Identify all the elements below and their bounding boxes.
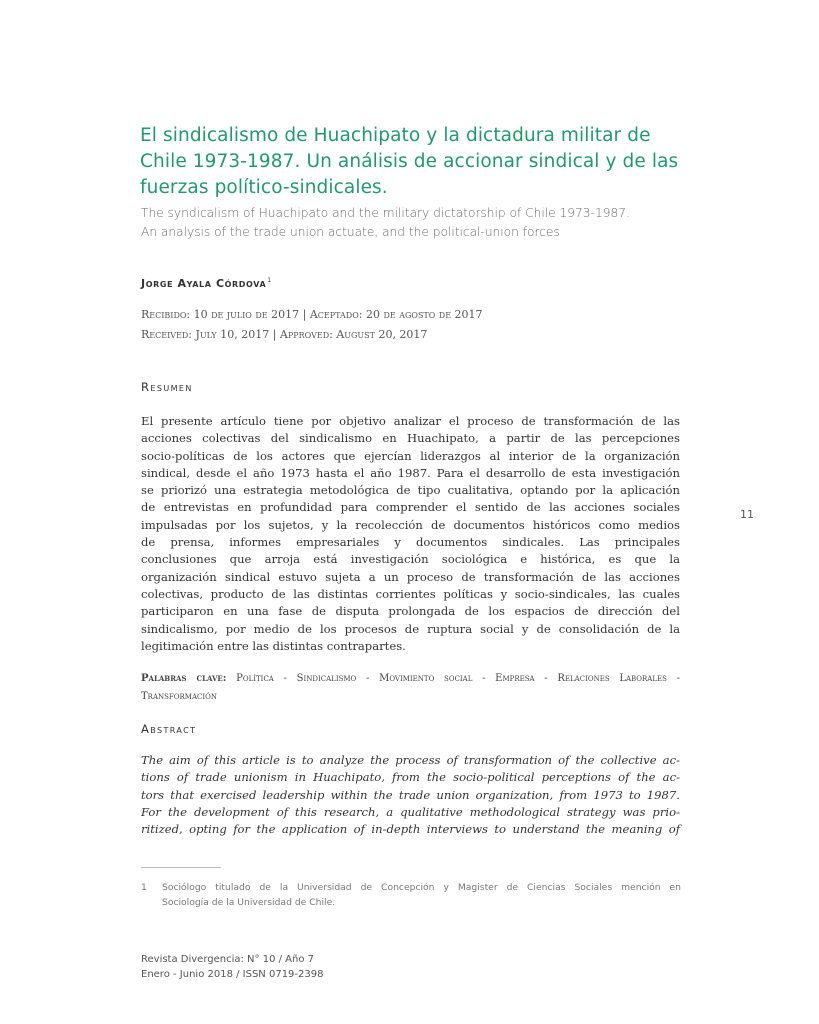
- resumen-line: sindical, desde el año 1973 hasta el año 1987. Para el desarrollo de esta investigación: [141, 465, 680, 480]
- author-text: Jorge Ayala Córdova: [141, 277, 267, 290]
- article-subtitle: [141, 204, 701, 242]
- date-separator: |: [272, 328, 277, 341]
- resumen-line: acciones colectivas del sindicalismo en Huachipato, a partir de las percepciones: [141, 431, 680, 446]
- page-number: 11: [740, 508, 754, 521]
- abstract-line: The aim of this article is to analyze the process of transformation of the collective ac-: [141, 753, 680, 767]
- subtitle-line: The syndicalism of Huachipato and the military dictatorship of Chile 1973-1987.: [141, 206, 630, 220]
- title-line: El sindicalismo de Huachipato y la dictadura militar de: [140, 125, 651, 146]
- resumen-line: colectivas, producto de las distintas corrientes políticas y socio-sindicales, las cuales: [141, 586, 680, 601]
- resumen-line: impulsadas por los sujetos, y la recolección de documentos históricos como medios: [141, 517, 680, 532]
- approved-value: August 20, 2017: [336, 328, 428, 341]
- abstract-line: For the development of this research, a qualitative methodological strategy was prio-: [141, 804, 680, 819]
- resumen-line: socio-políticas de los actores que ejercían liderazgos al interior de la organización: [141, 448, 680, 463]
- received-label: Recibido:: [141, 308, 191, 321]
- abstract-body: [141, 752, 680, 838]
- footnote-number: 1: [141, 882, 147, 893]
- resumen-line: de prensa, informes empresariales y documentos sindicales. Las principales: [141, 535, 680, 550]
- keywords-line: [141, 670, 680, 688]
- resumen-line: de entrevistas en profundidad para comprender el sentido de las acciones sociales: [141, 500, 680, 515]
- dates-spanish: [141, 308, 701, 321]
- resumen-body: [141, 413, 680, 655]
- accepted-label: Aceptado:: [309, 308, 363, 321]
- footnote-text: [162, 880, 681, 910]
- keywords-line-2: Transformación: [141, 691, 217, 702]
- resumen-line: organización sindical estuvo sujeta a un proceso de transformación de las acciones: [141, 569, 680, 584]
- received-value: 10 de julio de 2017: [193, 308, 300, 321]
- approved-label: Approved:: [279, 328, 333, 341]
- resumen-line: conclusiones que arroja está investigación sociológica e histórica, es que la: [141, 552, 680, 567]
- dates-english: [141, 328, 701, 341]
- journal-info: [141, 952, 323, 982]
- title-line: fuerzas político-sindicales.: [140, 177, 388, 198]
- footnote: [141, 880, 681, 910]
- footnote-line: Sociología de la Universidad de Chile.: [162, 897, 336, 908]
- received-value: July 10, 2017: [195, 328, 270, 341]
- abstract-line: tions of trade unionism in Huachipato, from the socio-political perceptions of the ac-: [141, 770, 680, 785]
- keywords-label: Palabras clave:: [141, 673, 227, 684]
- author-name: [141, 277, 272, 290]
- footnote-line: Sociólogo titulado de la Universidad de Concepción y Magister de Ciencias Sociales mención en: [162, 882, 681, 893]
- resumen-line: sindicalismo, por medio de los procesos de ruptura social y de consolidación de la: [141, 621, 680, 636]
- keywords: [141, 670, 680, 706]
- keywords-list: Política - Sindicalismo - Movimiento social - Empresa - Relaciones Laborales -: [236, 673, 680, 684]
- article-title: [140, 123, 700, 201]
- resumen-line: legitimación entre las distintas contrapartes.: [141, 638, 406, 653]
- abstract-line: ritized, opting for the application of in-depth interviews to understand the meaning of: [141, 822, 680, 837]
- date-separator: |: [302, 308, 307, 321]
- resumen-line: El presente artículo tiene por objetivo analizar el proceso de transformación de las: [141, 414, 680, 428]
- received-label: Received:: [141, 328, 192, 341]
- accepted-value: 20 de agosto de 2017: [365, 308, 483, 321]
- resumen-line: se priorizó una estrategia metodológica de tipo cualitativa, optando por la aplicación: [141, 483, 680, 498]
- subtitle-line: An analysis of the trade union actuate, and the political-union forces: [141, 225, 560, 239]
- title-line: Chile 1973-1987. Un análisis de accionar sindical y de las: [140, 151, 679, 172]
- journal-issue: Revista Divergencia: N° 10 / Año 7: [141, 954, 315, 965]
- abstract-line: tors that exercised leadership within the trade union organization, from 1973 to 1987.: [141, 787, 680, 802]
- resumen-heading: Resumen: [141, 380, 193, 394]
- journal-date-issn: Enero - Junio 2018 / ISSN 0719-2398: [141, 969, 324, 980]
- resumen-line: participaron en una fase de disputa prolongada de los espacios de dirección del: [141, 604, 680, 619]
- footnote-divider: [141, 867, 221, 868]
- abstract-heading: Abstract: [141, 722, 197, 736]
- author-footnote-ref[interactable]: 1: [267, 277, 272, 285]
